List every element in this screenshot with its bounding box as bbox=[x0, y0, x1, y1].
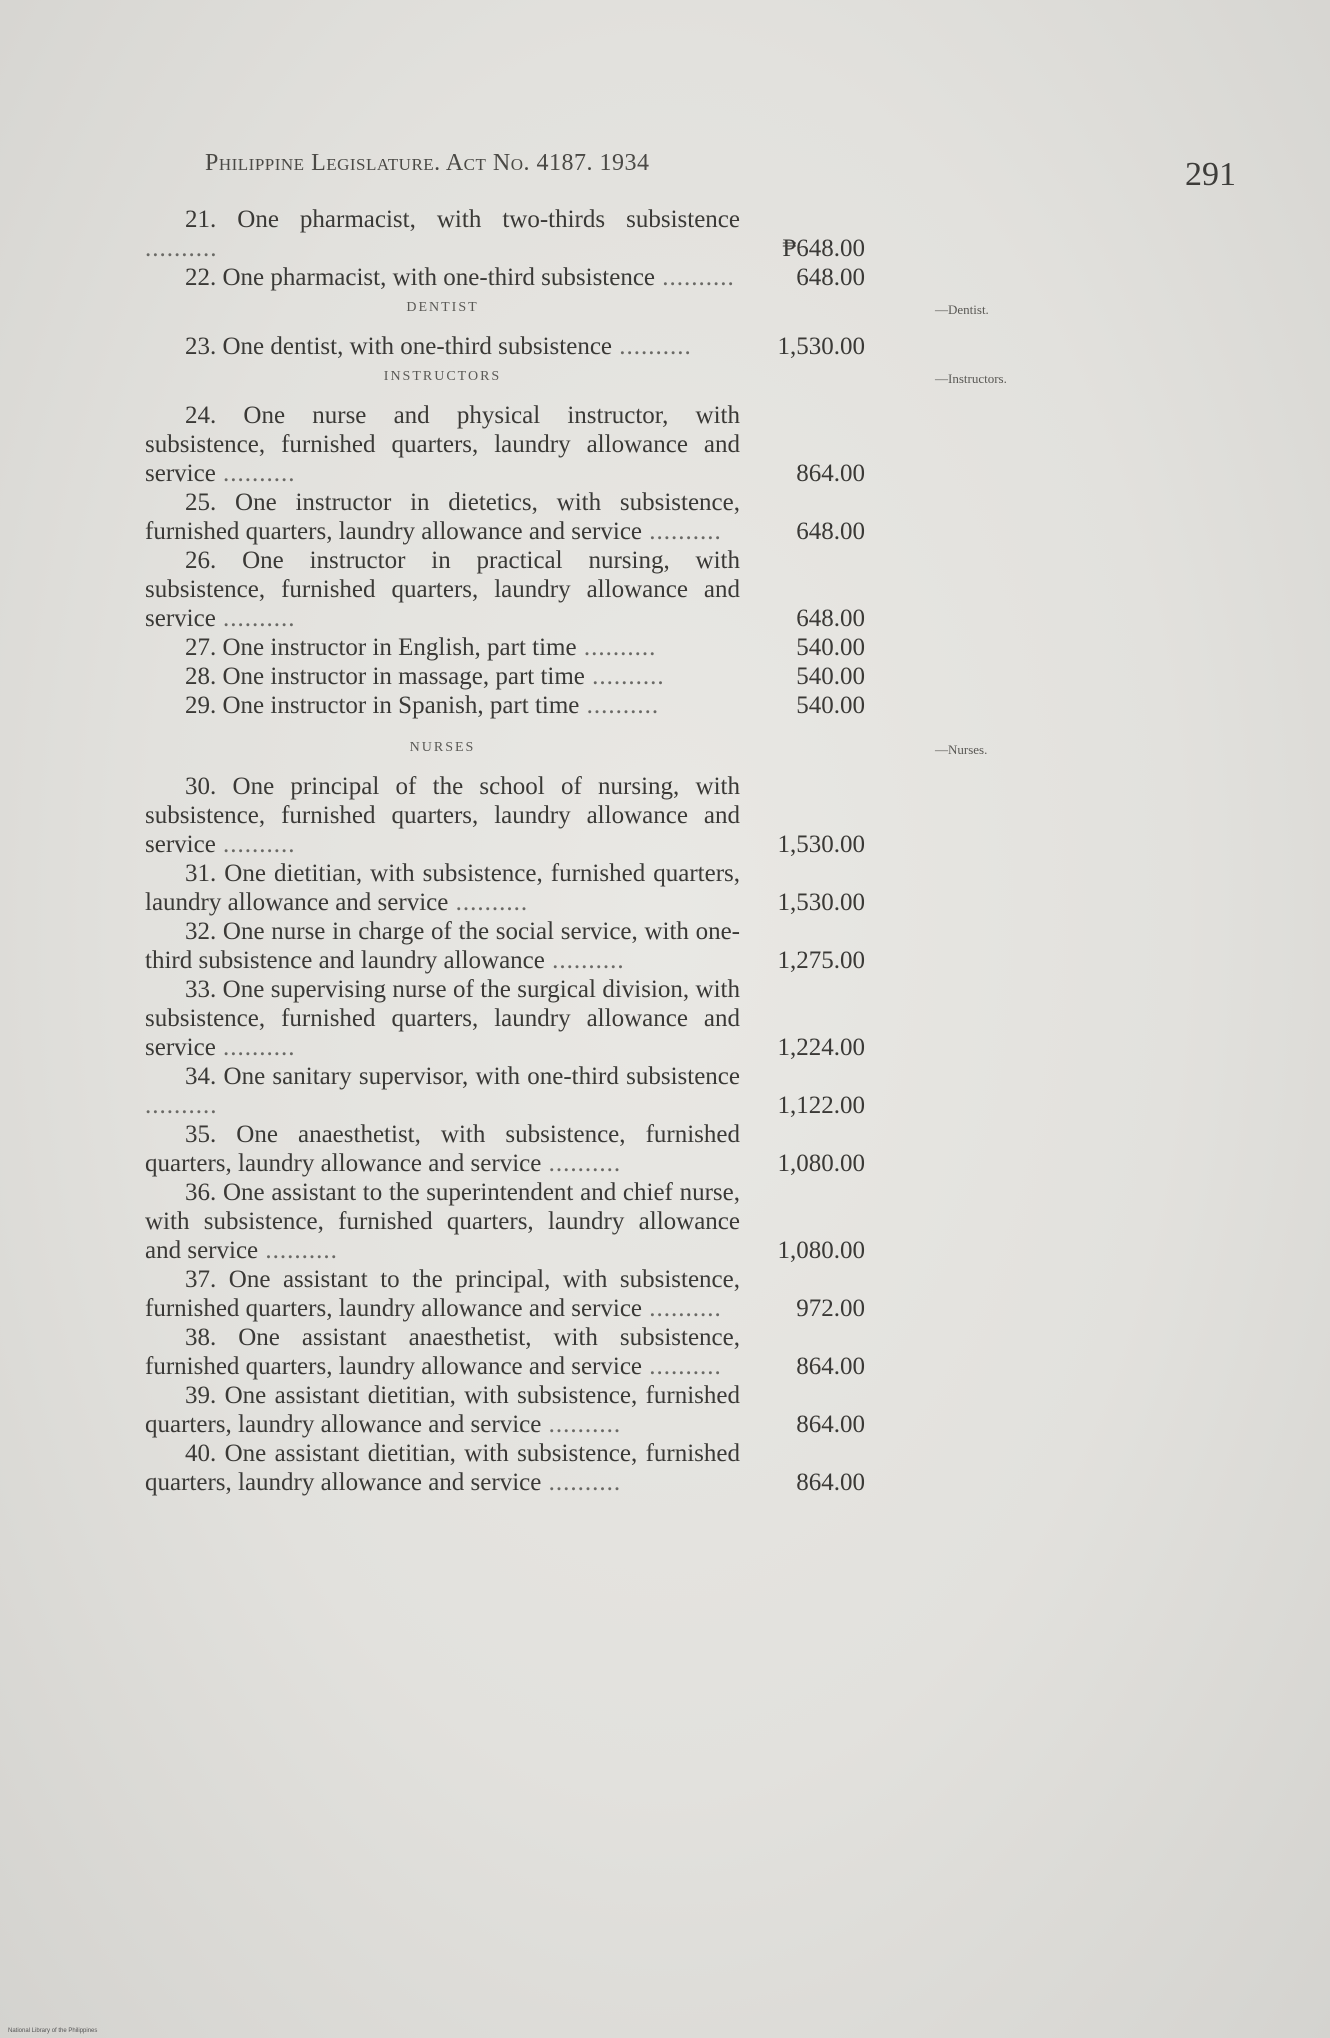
indent bbox=[145, 402, 185, 429]
line-item bbox=[145, 772, 1045, 859]
line-item bbox=[145, 1178, 1045, 1265]
section-title: INSTRUCTORS bbox=[383, 369, 502, 384]
line-item-amount: 972.00 bbox=[796, 1295, 865, 1322]
line-item-text-wrap bbox=[145, 633, 740, 662]
dot-leader: .......... bbox=[642, 1353, 722, 1380]
line-item-text: 26. One instructor in practical nursing, with subsistence, furnished quarters, laundry allowance and service bbox=[145, 547, 740, 632]
section-heading bbox=[145, 732, 1045, 772]
indent bbox=[145, 1382, 185, 1409]
dot-leader: .......... bbox=[145, 1092, 218, 1119]
line-item-amount: 1,530.00 bbox=[777, 889, 865, 916]
dot-leader: .......... bbox=[576, 634, 657, 661]
indent bbox=[145, 634, 185, 661]
line-item-text-wrap bbox=[145, 401, 740, 488]
line-item-amount: 864.00 bbox=[796, 1353, 865, 1380]
dot-leader: .......... bbox=[541, 1411, 622, 1438]
indent bbox=[145, 663, 185, 690]
line-item-amount: 648.00 bbox=[796, 264, 865, 291]
section-title: DENTIST bbox=[406, 300, 479, 315]
line-item-text: 32. One nurse in charge of the social service, with one-third subsistence and laundry allowance bbox=[145, 918, 740, 974]
line-item bbox=[145, 662, 1045, 691]
line-item-amount: 540.00 bbox=[796, 663, 865, 690]
dot-leader: .......... bbox=[215, 831, 296, 858]
line-item bbox=[145, 546, 1045, 633]
dot-leader: .......... bbox=[541, 1469, 622, 1496]
running-header bbox=[205, 150, 855, 177]
line-item-amount: 1,530.00 bbox=[777, 831, 865, 858]
line-item-text-wrap bbox=[145, 263, 740, 292]
line-item bbox=[145, 332, 1045, 361]
line-item-text: 36. One assistant to the superintendent and chief nurse, with subsistence, furnished quarters, laundry allowance and service bbox=[145, 1179, 740, 1264]
line-item-amount: 540.00 bbox=[796, 692, 865, 719]
line-item-text-wrap bbox=[145, 691, 740, 720]
line-item-text-wrap bbox=[145, 917, 740, 975]
indent bbox=[145, 860, 185, 887]
line-item-amount: 1,275.00 bbox=[777, 947, 865, 974]
line-item-text: 34. One sanitary supervisor, with one-third subsistence bbox=[185, 1063, 740, 1090]
line-item-amount: 864.00 bbox=[796, 1469, 865, 1496]
section-title: NURSES bbox=[409, 740, 476, 755]
line-item-text-wrap bbox=[145, 332, 740, 361]
line-item-amount: 1,122.00 bbox=[777, 1092, 865, 1119]
line-item-text-wrap bbox=[145, 1323, 740, 1381]
indent bbox=[145, 918, 185, 945]
line-item-text: 29. One instructor in Spanish, part time bbox=[185, 692, 580, 719]
margin-note: —Nurses. bbox=[935, 742, 988, 757]
dot-leader: .......... bbox=[145, 235, 218, 262]
line-item-amount: 1,530.00 bbox=[777, 333, 865, 360]
dot-leader: .......... bbox=[448, 889, 529, 916]
line-item-amount: 648.00 bbox=[796, 518, 865, 545]
indent bbox=[145, 1121, 185, 1148]
line-item bbox=[145, 488, 1045, 546]
line-item-amount: 1,224.00 bbox=[777, 1034, 865, 1061]
line-item-text: 39. One assistant dietitian, with subsistence, furnished quarters, laundry allowance and service bbox=[145, 1382, 740, 1438]
dot-leader: .......... bbox=[642, 518, 722, 545]
line-item-amount: 1,080.00 bbox=[777, 1150, 865, 1177]
line-item-text-wrap bbox=[145, 1381, 740, 1439]
line-item-text-wrap bbox=[145, 772, 740, 859]
indent bbox=[145, 692, 185, 719]
line-item-text: 33. One supervising nurse of the surgical division, with subsistence, furnished quarters, laundry allowance and service bbox=[145, 976, 740, 1061]
line-item bbox=[145, 205, 1045, 263]
line-item-amount: 1,080.00 bbox=[777, 1237, 865, 1264]
line-item-amount: 540.00 bbox=[796, 634, 865, 661]
line-item bbox=[145, 1439, 1045, 1497]
section-heading bbox=[145, 292, 1045, 332]
indent bbox=[145, 773, 185, 800]
indent bbox=[145, 976, 185, 1003]
line-item-text-wrap bbox=[145, 975, 740, 1062]
line-item-text: 40. One assistant dietitian, with subsistence, furnished quarters, laundry allowance and service bbox=[145, 1440, 740, 1496]
dot-leader: .......... bbox=[215, 460, 296, 487]
line-item-text: 25. One instructor in dietetics, with subsistence, furnished quarters, laundry allowance and service bbox=[145, 489, 740, 545]
running-title: Philippine Legislature. Act No. 4187. 1934 bbox=[205, 150, 650, 176]
indent bbox=[145, 489, 185, 516]
line-item-text-wrap bbox=[145, 859, 740, 917]
line-item-text: 27. One instructor in English, part time bbox=[185, 634, 577, 661]
line-item-text-wrap bbox=[145, 1178, 740, 1265]
line-item bbox=[145, 859, 1045, 917]
dot-leader: .......... bbox=[215, 605, 296, 632]
dot-leader: .......... bbox=[258, 1237, 338, 1264]
dot-leader: .......... bbox=[541, 1150, 622, 1177]
line-item-text: 24. One nurse and physical instructor, with subsistence, furnished quarters, laundry allowance and service bbox=[145, 402, 740, 487]
line-item bbox=[145, 1381, 1045, 1439]
line-item-text-wrap bbox=[145, 1120, 740, 1178]
line-item-text: 38. One assistant anaesthetist, with subsistence, furnished quarters, laundry allowance and service bbox=[145, 1324, 740, 1380]
line-item bbox=[145, 633, 1045, 662]
footer-credit: National Library of the Philippines bbox=[8, 2028, 98, 2034]
dot-leader: .......... bbox=[642, 1295, 722, 1322]
line-item-amount: 864.00 bbox=[796, 1411, 865, 1438]
margin-note: —Instructors. bbox=[935, 371, 1007, 386]
section-heading bbox=[145, 361, 1045, 401]
indent bbox=[145, 333, 185, 360]
dot-leader: .......... bbox=[655, 264, 735, 291]
line-item bbox=[145, 401, 1045, 488]
line-item-text: 22. One pharmacist, with one-third subsistence bbox=[185, 264, 656, 291]
indent bbox=[145, 1324, 185, 1351]
indent bbox=[145, 1440, 185, 1467]
indent bbox=[145, 1266, 185, 1293]
page-number: 291 bbox=[1185, 156, 1236, 193]
indent bbox=[145, 206, 185, 233]
line-item-text: 28. One instructor in massage, part time bbox=[185, 663, 585, 690]
line-item bbox=[145, 1323, 1045, 1381]
line-item bbox=[145, 917, 1045, 975]
line-item bbox=[145, 691, 1045, 720]
line-item-text-wrap bbox=[145, 205, 740, 263]
dot-leader: .......... bbox=[544, 947, 625, 974]
line-item-text: 37. One assistant to the principal, with subsistence, furnished quarters, laundry allowance and service bbox=[145, 1266, 740, 1322]
indent bbox=[145, 264, 185, 291]
indent bbox=[145, 1063, 185, 1090]
spacer bbox=[145, 720, 1045, 732]
line-item-amount: ₱648.00 bbox=[782, 235, 865, 262]
dot-leader: .......... bbox=[612, 333, 692, 360]
line-item bbox=[145, 263, 1045, 292]
line-item bbox=[145, 1265, 1045, 1323]
dot-leader: .......... bbox=[215, 1034, 296, 1061]
line-item-text: 30. One principal of the school of nursing, with subsistence, furnished quarters, laundry allowance and service bbox=[145, 773, 740, 858]
line-item-text: 21. One pharmacist, with two-thirds subsistence bbox=[185, 206, 740, 233]
margin-note: —Dentist. bbox=[935, 302, 989, 317]
dot-leader: .......... bbox=[584, 663, 665, 690]
indent bbox=[145, 547, 185, 574]
indent bbox=[145, 1179, 185, 1206]
dot-leader: .......... bbox=[579, 692, 660, 719]
line-item-text: 31. One dietitian, with subsistence, furnished quarters, laundry allowance and service bbox=[145, 860, 740, 916]
line-item-text: 35. One anaesthetist, with subsistence, furnished quarters, laundry allowance and service bbox=[145, 1121, 740, 1177]
line-item bbox=[145, 1120, 1045, 1178]
line-item-amount: 864.00 bbox=[796, 460, 865, 487]
line-item-amount: 648.00 bbox=[796, 605, 865, 632]
line-item-text-wrap bbox=[145, 1062, 740, 1120]
line-item-text-wrap bbox=[145, 488, 740, 546]
appropriation-list bbox=[145, 205, 1045, 1497]
line-item-text-wrap bbox=[145, 662, 740, 691]
line-item-text-wrap bbox=[145, 1439, 740, 1497]
line-item-text: 23. One dentist, with one-third subsistence bbox=[185, 333, 613, 360]
line-item-text-wrap bbox=[145, 1265, 740, 1323]
line-item-text-wrap bbox=[145, 546, 740, 633]
line-item bbox=[145, 1062, 1045, 1120]
line-item bbox=[145, 975, 1045, 1062]
